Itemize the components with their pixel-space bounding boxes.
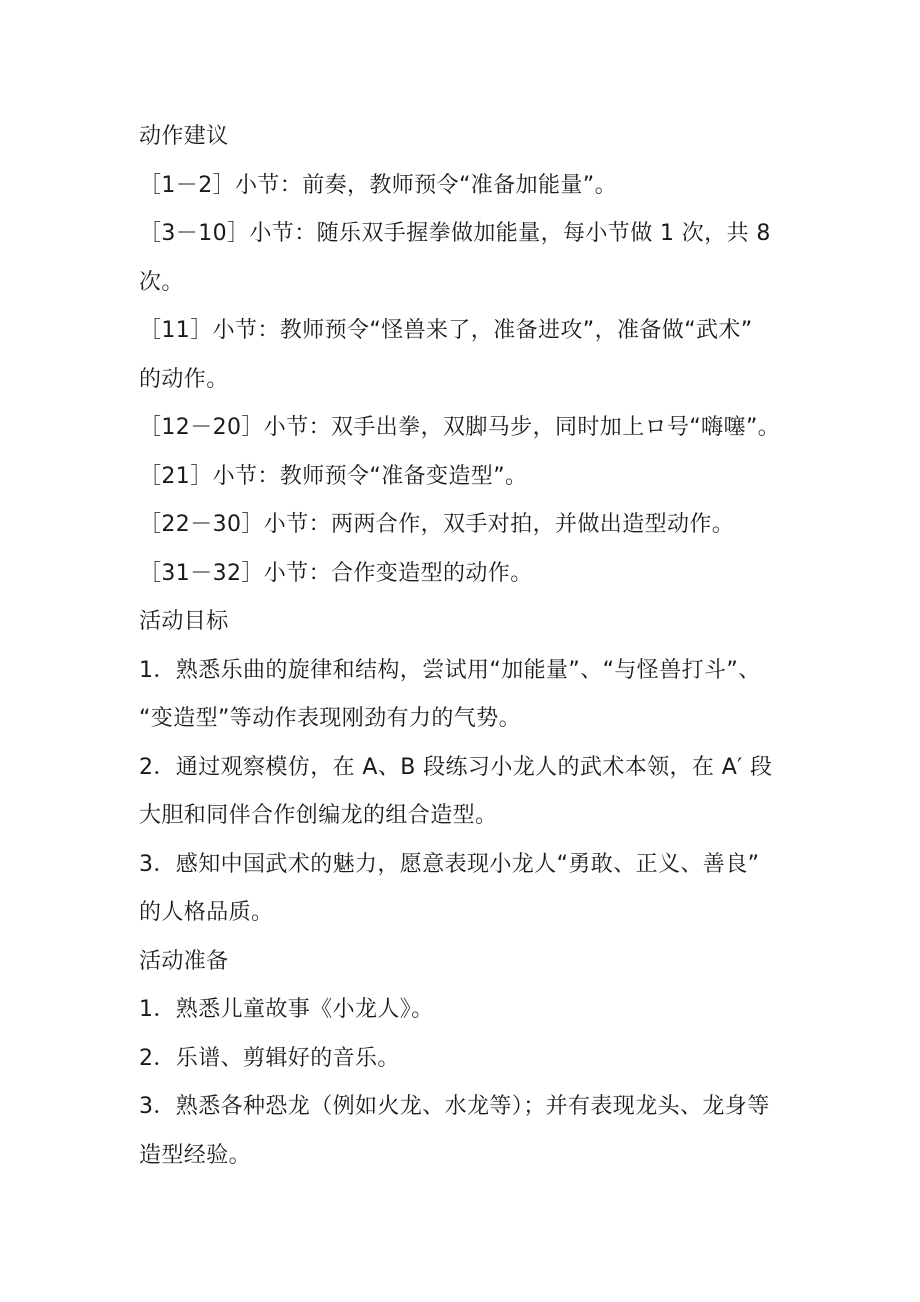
text-line: 次。 bbox=[139, 269, 184, 295]
text-line: 的动作。 bbox=[139, 366, 229, 392]
text-line: ［31－32］小节：合作变造型的动作。 bbox=[139, 560, 533, 586]
text-line: 2．通过观察模仿，在 A、B 段练习小龙人的武术本领，在 A′ 段 bbox=[139, 754, 773, 780]
text-line: ［12－20］小节：双手出拳，双脚马步，同时加上ロ号“嗨噻”。 bbox=[139, 415, 781, 440]
text-line: 造型经验。 bbox=[139, 1142, 252, 1168]
text-line: ［1－2］小节：前奏，教师预令“准备加能量”。 bbox=[139, 172, 617, 198]
section-heading-activity-preparation: 活动准备 bbox=[139, 948, 229, 974]
text-line: ［11］小节：教师预令“怪兽来了，准备进攻”，准备做“武术” bbox=[139, 318, 753, 343]
section-heading-action-suggestions: 动作建议 bbox=[139, 124, 229, 149]
section-heading-activity-goals: 活动目标 bbox=[139, 609, 229, 634]
text-line: 的人格品质。 bbox=[139, 900, 274, 925]
text-line: ［22－30］小节：两两合作，双手对拍，并做出造型动作。 bbox=[139, 512, 735, 537]
text-line: 3．感知中国武术的魅力，愿意表现小龙人“勇敢、正义、善良” bbox=[139, 851, 760, 877]
document-body bbox=[139, 113, 784, 1180]
text-line: 大胆和同伴合作创编龙的组合造型。 bbox=[139, 803, 498, 828]
text-line: 1．熟悉乐曲的旋律和结构，尝试用“加能量”、“与怪兽打斗”、 bbox=[139, 657, 761, 683]
text-line: ［3－10］小节：随乐双手握拳做加能量，每小节做 1 次，共 8 bbox=[139, 221, 771, 246]
text-line: 2．乐谱、剪辑好的音乐。 bbox=[139, 1045, 400, 1071]
text-line: 1．熟悉儿童故事《小龙人》。 bbox=[139, 997, 434, 1022]
text-line: “变造型”等动作表现刚劲有力的气势。 bbox=[139, 706, 521, 731]
text-line: 3．熟悉各种恐龙（例如火龙、水龙等）；并有表现龙头、龙身等 bbox=[139, 1094, 770, 1119]
text-line: ［21］小节：教师预令“准备变造型”。 bbox=[139, 463, 528, 489]
